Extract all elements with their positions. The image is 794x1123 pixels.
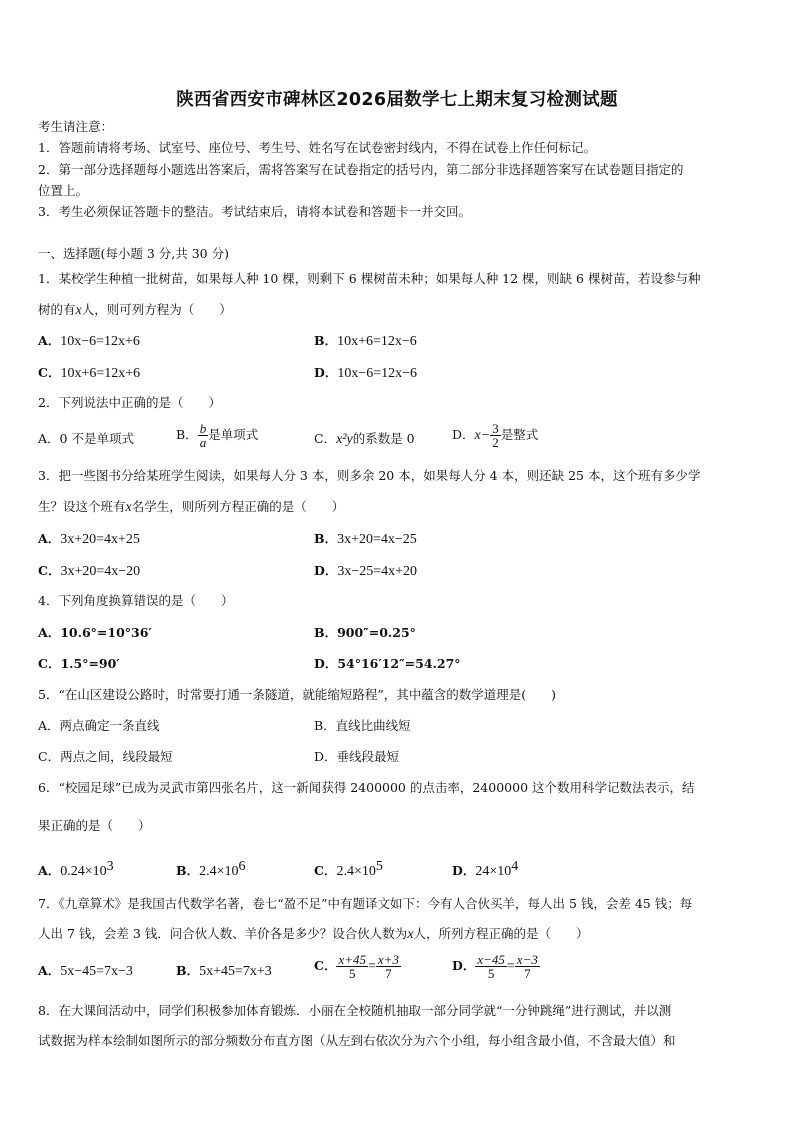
option-text: 10x−6=12x+6 — [60, 334, 140, 349]
fraction — [198, 422, 209, 449]
page-title: 陕西省西安市碑林区2026届数学七上期末复习检测试题 — [176, 90, 618, 110]
fraction — [376, 953, 401, 980]
stem-text: 生？设这个班有 — [38, 499, 126, 514]
fraction-denominator: 7 — [524, 966, 531, 981]
option-text: 5x−45=7x−3 — [60, 964, 133, 979]
fraction-numerator: x+45 — [338, 952, 366, 967]
option-letter: B． — [176, 863, 200, 879]
fraction-numerator: x−45 — [477, 952, 505, 967]
q1-option-a — [38, 332, 140, 351]
option-text: 3x+20=4x−25 — [337, 532, 417, 547]
option-text: 5x+45=7x+3 — [199, 964, 272, 979]
notice-item-1: 1．答题前请将考场、试室号、座位号、考生号、姓名写在试卷密封线内，不得在试卷上作任何标记。 — [38, 140, 596, 155]
question-3-stem: 3．把一些图书分给某班学生阅读，如果每人分 3 本，则多余 20 本，如果每人分 4 本，则还缺 25 本，这个班有多少学 — [38, 468, 701, 483]
option-text: 的系数是 0 — [352, 431, 415, 446]
option-letter: D． — [314, 365, 338, 380]
q7-option-b — [176, 962, 272, 981]
q1-option-d — [314, 364, 417, 383]
notice-heading: 考生请注意： — [38, 119, 114, 134]
question-1-stem-cont — [38, 301, 232, 320]
question-3-stem-cont — [38, 498, 344, 517]
question-7-stem: 7．《九章算术》是我国古代数学名著，卷七“盈不足”中有题译文如下：今有人合伙买羊，每人出 5 钱，会差 45 钱；每 — [38, 896, 693, 911]
q6-option-b — [176, 858, 245, 881]
q1-option-c — [38, 364, 140, 383]
option-expression: x− — [474, 428, 491, 443]
stem-text: 树的有 — [38, 302, 76, 317]
option-letter: D． — [452, 863, 476, 879]
q7-option-c — [314, 953, 401, 980]
fraction-denominator: 5 — [487, 966, 495, 981]
exponent: 4 — [511, 859, 519, 874]
question-4-stem: 4．下列角度换算错误的是（ ） — [38, 593, 234, 608]
question-2-stem: 2．下列说法中正确的是（ ） — [38, 395, 221, 410]
option-letter: C． — [38, 563, 61, 578]
exponent: 6 — [238, 859, 246, 874]
q4-option-c: C．1.5°=90′ — [38, 656, 120, 671]
stem-text: 人，所列方程正确的是（ ） — [413, 926, 589, 941]
q5-option-c: C．两点之间，线段最短 — [38, 749, 173, 764]
q5-option-b: B．直线比曲线短 — [314, 718, 411, 733]
q4-option-b: B．900″=0.25° — [314, 625, 416, 640]
option-letter: A． — [38, 531, 61, 546]
q6-option-a — [38, 858, 114, 881]
option-text: 0.24×10 — [60, 864, 107, 880]
q6-option-c — [314, 858, 383, 881]
option-letter: C． — [314, 431, 337, 446]
option-letter: B． — [176, 963, 200, 978]
option-text: 2.4×10 — [336, 864, 376, 880]
option-text: 10x+6=12x−6 — [337, 334, 417, 349]
notice-item-2-cont: 位置上。 — [38, 183, 89, 198]
option-text: 24×10 — [475, 864, 512, 880]
exponent: 5 — [375, 859, 383, 874]
q7-option-a — [38, 962, 133, 981]
q2-option-a: A．0 不是单项式 — [38, 431, 134, 446]
q7-option-d — [452, 953, 540, 980]
option-expression: x²y — [336, 432, 353, 447]
stem-text: 人出 7 钱，会差 3 钱．问合伙人数、羊价各是多少？设合伙人数为 — [38, 926, 408, 941]
notice-item-2: 2．第一部分选择题每小题选出答案后，需将答案写在试卷指定的括号内，第二部分非选择题答案写在试卷题目指定的 — [38, 162, 684, 177]
q1-option-b — [314, 332, 417, 351]
variable: x — [125, 500, 132, 515]
notice-item-3: 3．考生必须保证答题卡的整洁。考试结束后，请将本试卷和答题卡一并交回。 — [38, 204, 471, 219]
q6-option-d — [452, 858, 518, 881]
option-letter: B． — [176, 427, 198, 442]
fraction-numerator: x+3 — [377, 952, 399, 967]
option-text: 是整式 — [500, 427, 539, 442]
option-text: 3x−25=4x+20 — [337, 564, 418, 579]
option-text: 是单项式 — [208, 427, 259, 442]
option-letter: A． — [38, 963, 61, 978]
option-letter: A． — [38, 863, 61, 879]
variable: x — [75, 303, 82, 318]
question-8-stem-cont: 试数据为样本绘制如图所示的部分频数分布直方图（从左到右依次分为六个小组，每小组含最小值，不含最大值）和 — [38, 1033, 676, 1048]
q3-option-d — [314, 562, 417, 581]
fraction — [336, 953, 368, 980]
question-7-stem-cont — [38, 925, 589, 944]
fraction-denominator: a — [199, 435, 207, 450]
fraction-numerator: b — [199, 421, 207, 436]
q4-option-d: D．54°16′12″=54.27° — [314, 656, 461, 671]
option-text: 3x+20=4x−20 — [60, 564, 141, 579]
section-heading: 一、选择题(每小题 3 分,共 30 分) — [38, 246, 229, 261]
stem-text: 人，则可列方程为（ ） — [81, 302, 232, 317]
option-letter: A． — [38, 333, 61, 348]
q2-option-c — [314, 430, 415, 449]
fraction — [515, 953, 540, 980]
option-text: 3x+20=4x+25 — [60, 532, 140, 547]
fraction — [490, 422, 501, 449]
q2-option-d — [452, 422, 538, 449]
question-8-stem: 8．在大课间活动中，同学们积极参加体育锻炼．小丽在全校随机抽取一部分同学就“一分钟跳绳”进行测试，并以测 — [38, 1003, 672, 1018]
question-6-stem: 6．“校园足球”已成为灵武市第四张名片，这一新闻获得 2400000 的点击率，2400000 这个数用科学记数法表示，结 — [38, 780, 695, 795]
q3-option-c — [38, 562, 140, 581]
variable: x — [407, 927, 414, 942]
q5-option-d: D．垂线段最短 — [314, 749, 400, 764]
question-6-stem-cont: 果正确的是（ ） — [38, 818, 151, 833]
option-letter: B． — [314, 333, 338, 348]
equals-sign: = — [506, 959, 515, 974]
exponent: 3 — [106, 859, 114, 874]
fraction-numerator: x−3 — [516, 952, 538, 967]
option-text: 2.4×10 — [199, 864, 239, 880]
q3-option-b — [314, 530, 417, 549]
option-letter: C． — [314, 958, 337, 973]
option-letter: D． — [452, 958, 476, 973]
fraction-numerator: 3 — [492, 421, 499, 436]
option-text: 10x−6=12x−6 — [337, 366, 418, 381]
option-letter: C． — [38, 365, 61, 380]
option-text: 10x+6=12x+6 — [60, 366, 141, 381]
option-letter: B． — [314, 531, 338, 546]
fraction-denominator: 7 — [385, 966, 392, 981]
fraction-denominator: 2 — [492, 435, 499, 450]
option-letter: D． — [314, 563, 338, 578]
q2-option-b — [176, 422, 258, 449]
stem-text: 名学生，则所列方程正确的是（ ） — [131, 499, 345, 514]
option-letter: C． — [314, 863, 337, 879]
fraction — [475, 953, 507, 980]
option-letter: D． — [452, 427, 475, 442]
fraction-denominator: 5 — [348, 966, 356, 981]
q3-option-a — [38, 530, 140, 549]
q5-option-a: A．两点确定一条直线 — [38, 718, 160, 733]
q4-option-a: A．10.6°=10°36′ — [38, 625, 152, 640]
question-1-stem: 1．某校学生种植一批树苗，如果每人种 10 棵，则剩下 6 棵树苗未种；如果每人种 12 棵，则缺 6 棵树苗，若设参与种 — [38, 271, 701, 286]
equals-sign: = — [368, 959, 376, 974]
question-5-stem: 5．“在山区建设公路时，时常要打通一条隧道，就能缩短路程”，其中蕴含的数学道理是( ) — [38, 687, 556, 702]
